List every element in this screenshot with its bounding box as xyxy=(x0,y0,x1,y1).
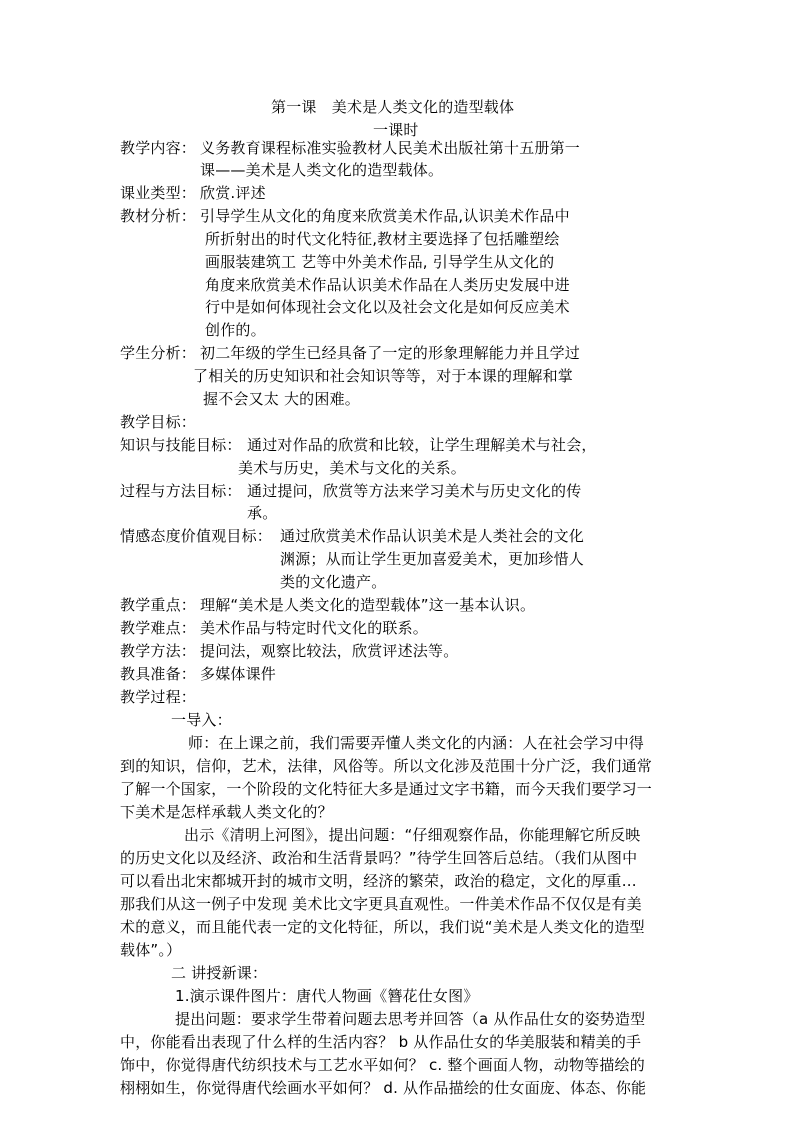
analysis-line-6: 创作的。 xyxy=(205,321,266,339)
new-lesson-p-line-1: 提出问题：要求学生带着问题去思考并回答（a 从作品仕女的姿势造型 xyxy=(175,1010,646,1028)
analysis-line-1: 引导学生从文化的角度来欣赏美术作品,认识美术作品中 xyxy=(200,207,570,225)
process-label: 过程与方法目标： xyxy=(120,482,242,500)
analysis-line-3: 画服装建筑工 艺等中外美术作品, 引导学生从文化的 xyxy=(205,253,555,271)
analysis-line-2: 所折射出的时代文化特征,教材主要选择了包括雕塑绘 xyxy=(205,230,560,248)
tools-value: 多媒体课件 xyxy=(200,665,277,683)
knowledge-label: 知识与技能目标： xyxy=(120,436,242,454)
emotion-line-2: 渊源；从而让学生更加喜爱美术，更加珍惜人 xyxy=(280,550,585,568)
tools-label: 教具准备： xyxy=(120,665,197,683)
emotion-line-3: 类的文化遗产。 xyxy=(280,573,387,591)
student-label: 学生分析： xyxy=(120,344,197,362)
intro-p1-line-3: 了解一个国家，一个阶段的文化特征大多是通过文字书籍，而今天我们要学习一 xyxy=(120,780,653,798)
content-line-1: 义务教育课程标准实验教材人民美术出版社第十五册第一 xyxy=(200,139,581,157)
type-value: 欣赏.评述 xyxy=(200,184,266,202)
intro-p2-line-2: 的历史文化以及经济、政治和生活背景吗？”待学生回答后总结。（我们从图中 xyxy=(120,849,638,867)
new-lesson-p-line-3: 饰中，你觉得唐代纺织技术与工艺水平如何？ c. 整个画面人物，动物等描绘的 xyxy=(120,1056,645,1074)
intro-p2-line-5: 术的意义，而且能代表一定的文化特征，所以，我们说“美术是人类文化的造型 xyxy=(120,918,645,936)
content-line-2: 课——美术是人类文化的造型载体。 xyxy=(200,161,444,179)
process-line-1: 通过提问，欣赏等方法来学习美术与历史文化的传 xyxy=(247,482,582,500)
emotion-line-1: 通过欣赏美术作品认识美术是人类社会的文化 xyxy=(280,527,585,545)
intro-p1-line-4: 下美术是怎样承载人类文化的？ xyxy=(120,803,333,821)
process-line-2: 承。 xyxy=(247,504,278,522)
analysis-line-4: 角度来欣赏美术作品认识美术作品在人类历史发展中进 xyxy=(205,276,570,294)
new-lesson-p-line-4: 栩栩如生，你觉得唐代绘画水平如何？ d. 从作品描绘的仕女面庞、体态、你能 xyxy=(120,1079,647,1097)
new-lesson-heading: 二 讲授新课： xyxy=(171,964,268,982)
intro-p2-line-1: 出示《清明上河图》，提出问题：“仔细观察作品，你能理解它所反映 xyxy=(184,826,641,844)
method-label: 教学方法： xyxy=(120,642,197,660)
knowledge-line-2: 美术与历史，美术与文化的关系。 xyxy=(238,459,467,477)
content-label: 教学内容： xyxy=(120,139,197,157)
student-line-1: 初二年级的学生已经具备了一定的形象理解能力并且学过 xyxy=(200,344,581,362)
intro-p1-line-2: 到的知识，信仰，艺术，法律，风俗等。所以文化涉及范围十分广泛，我们通常 xyxy=(120,757,653,775)
intro-p2-line-3: 可以看出北宋都城开封的城市文明，经济的繁荣，政治的稳定，文化的厚重… xyxy=(120,872,637,890)
analysis-line-5: 行中是如何体现社会文化以及社会文化是如何反应美术 xyxy=(205,298,570,316)
intro-p1-line-1: 师：在上课之前，我们需要弄懂人类文化的内涵：人在社会学习中得 xyxy=(188,734,645,752)
analysis-label: 教材分析： xyxy=(120,207,197,225)
emotion-label: 情感态度价值观目标： xyxy=(120,527,273,545)
student-line-3: 握不会又太 大的困难。 xyxy=(203,390,360,408)
intro-p2-line-6: 载体”。） xyxy=(120,941,182,959)
procedure-label: 教学过程： xyxy=(120,688,197,706)
difficulty-value: 美术作品与特定时代文化的联系。 xyxy=(200,619,429,637)
method-value: 提问法，观察比较法，欣赏评述法等。 xyxy=(200,642,459,660)
intro-heading: 一导入： xyxy=(171,711,232,729)
new-lesson-item-1: 1.演示课件图片：唐代人物画《簪花仕女图》 xyxy=(175,987,479,1005)
intro-p2-line-4: 那我们从这一例子中发现 美术比文字更具直观性。一件美术作品不仅仅是有美 xyxy=(120,895,642,913)
lesson-title: 第一课 美术是人类文化的造型载体 xyxy=(271,98,515,116)
key-label: 教学重点： xyxy=(120,596,197,614)
type-label: 课业类型： xyxy=(120,184,197,202)
student-line-2: 了相关的历史知识和社会知识等等，对于本课的理解和掌 xyxy=(193,367,574,385)
key-value: 理解“美术是人类文化的造型载体”这一基本认识。 xyxy=(200,596,536,614)
new-lesson-p-line-2: 中，你能看出表现了什么样的生活内容？ b 从作品仕女的华美服装和精美的手 xyxy=(120,1033,642,1051)
lesson-duration: 一课时 xyxy=(373,121,419,139)
goals-label: 教学目标： xyxy=(120,413,197,431)
knowledge-line-1: 通过对作品的欣赏和比较，让学生理解美术与社会， xyxy=(247,436,597,454)
difficulty-label: 教学难点： xyxy=(120,619,197,637)
